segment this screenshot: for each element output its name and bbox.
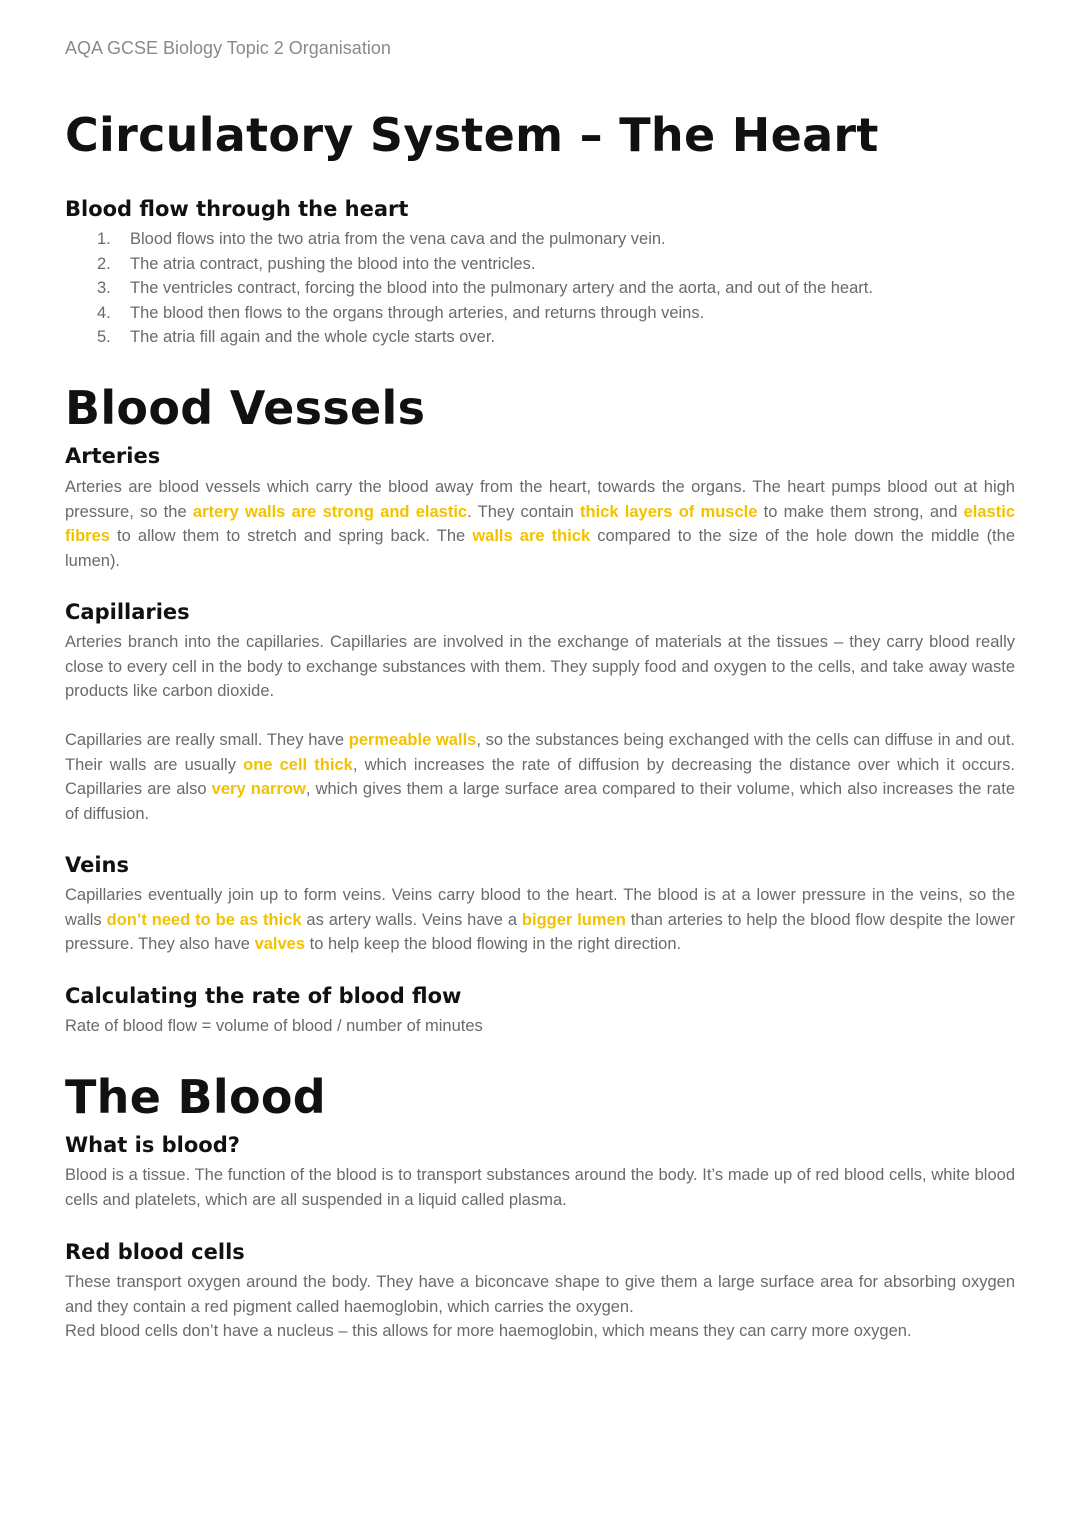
arteries-heading: Arteries bbox=[65, 444, 161, 468]
highlight: permeable walls bbox=[348, 731, 477, 749]
list-item: 3. The ventricles contract, forcing the blood into the pulmonary artery and the aorta, and out of the heart. bbox=[97, 279, 873, 297]
blood-vessels-title: Blood Vessels bbox=[65, 381, 426, 435]
list-item: 5. The atria fill again and the whole cycle starts over. bbox=[97, 328, 496, 346]
highlight: don’t need to be as thick bbox=[106, 910, 302, 929]
highlight: one cell thick bbox=[243, 755, 353, 774]
highlight: very narrow bbox=[211, 780, 306, 798]
list-item: 1. Blood flows into the two atria from the vena cava and the pulmonary vein. bbox=[97, 230, 666, 248]
arteries-paragraph: Arteries are blood vessels which carry the blood away from the heart, towards the organs. The heart pumps blood out at high pressure, so the artery walls are strong and elastic. They contain thick layers of muscle to make them strong, and elastic fibres to allow them to stretch and spring back. The walls are thick compared to the size of the hole down the middle (the lumen). bbox=[65, 478, 1015, 570]
veins-paragraph: Capillaries eventually join up to form veins. Veins carry blood to the heart. The blood is at a lower pressure in the veins, so the walls don’t need to be as thick as artery walls. Veins have a bigger lumen than arteries to help the blood flow despite the lower pressure. They also have valves to help keep the blood flowing in the right direction. bbox=[65, 886, 1015, 953]
highlight: walls are thick bbox=[472, 527, 591, 545]
blood-flow-heading: Blood flow through the heart bbox=[65, 197, 409, 221]
highlight: thick layers of muscle bbox=[580, 502, 758, 521]
rate-heading: Calculating the rate of blood flow bbox=[65, 984, 462, 1008]
highlight: valves bbox=[254, 935, 306, 953]
capillaries-heading: Capillaries bbox=[65, 600, 190, 624]
page-title: Circulatory System – The Heart bbox=[65, 108, 879, 162]
rate-formula: Rate of blood flow = volume of blood / number of minutes bbox=[65, 1017, 483, 1035]
red-blood-cells-paragraph: These transport oxygen around the body. They have a biconcave shape to give them a large surface area for absorbing oxygen and they contain a red pigment called haemoglobin, which carries the oxygen. Red blood cells don’t have a nucleus – this allows for more haemoglobin, which means they can carry more oxygen. bbox=[65, 1273, 1015, 1340]
what-is-blood-paragraph: Blood is a tissue. The function of the blood is to transport substances around the body. It’s made up of red blood cells, white blood cells and platelets, which are all suspended in a liquid called plasma. bbox=[65, 1166, 1015, 1209]
highlight: bigger lumen bbox=[521, 910, 626, 929]
red-blood-cells-heading: Red blood cells bbox=[65, 1240, 245, 1264]
the-blood-title: The Blood bbox=[65, 1070, 327, 1124]
list-item: 2. The atria contract, pushing the blood into the ventricles. bbox=[97, 254, 536, 273]
capillaries-paragraph-1: Arteries branch into the capillaries. Capillaries are involved in the exchange of materials at the tissues – they carry blood really close to every cell in the body to exchange substances with them. They supply food and oxygen to the cells, and take away waste products like carbon dioxide. bbox=[65, 633, 1015, 700]
veins-heading: Veins bbox=[65, 853, 129, 877]
blood-flow-steps bbox=[65, 227, 873, 350]
list-item: 4. The blood then flows to the organs through arteries, and returns through veins. bbox=[97, 303, 705, 322]
capillaries-paragraph-2: Capillaries are really small. They have permeable walls, so the substances being exchanged with the cells can diffuse in and out. Their walls are usually one cell thick, which increases the rate of diffusion by decreasing the distance over which it occurs. Capillaries are also very narrow, which gives them a large surface area compared to their volume, which also increases the rate of diffusion. bbox=[65, 731, 1016, 823]
highlight: artery walls are strong and elastic bbox=[192, 502, 468, 521]
highlight: elastic fibres bbox=[65, 502, 1015, 545]
page-header: AQA GCSE Biology Topic 2 Organisation bbox=[65, 38, 391, 58]
what-is-blood-heading: What is blood? bbox=[65, 1133, 240, 1157]
